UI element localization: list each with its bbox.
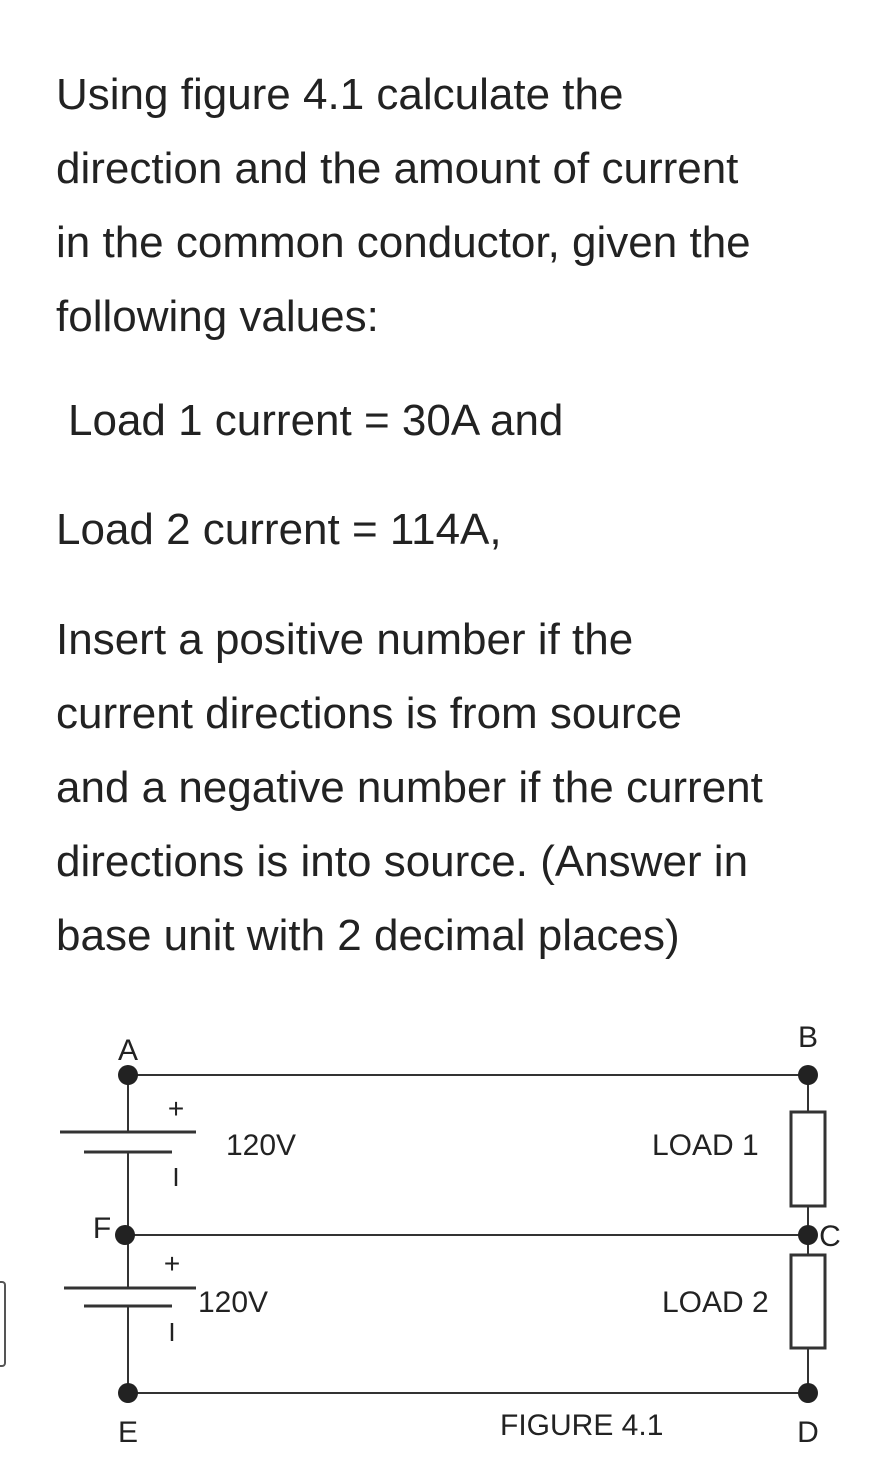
node-label-a: A [117,1034,139,1067]
answer-instruction: Insert a positive number if the current directions is from source and a negative number if the current directions is into source. (Answer in base unit with 2 decimal places) [56,615,763,960]
source-2-plus-label: + [163,1248,181,1279]
node-a-dot [118,1065,138,1085]
node-d-dot [798,1383,818,1403]
load-1-resistor [791,1112,825,1206]
node-f-dot [115,1225,135,1245]
circuit-figure [0,1000,890,1467]
circuit-diagram [0,1000,890,1467]
source-1-plus-label: + [167,1093,185,1124]
source-1-minus-label: I [172,1162,180,1192]
source-2-voltage-label: 120V [198,1286,269,1319]
source-1-voltage-label: 120V [226,1129,297,1162]
node-label-b: B [797,1021,819,1054]
battery-source-2 [64,1288,196,1306]
battery-source-1 [60,1132,196,1152]
load1-current-line: Load 1 current = 30A and [68,396,564,445]
load-1-label: LOAD 1 [652,1129,759,1162]
source-2-minus-label: I [168,1317,176,1347]
node-e-dot [118,1383,138,1403]
node-c-dot [798,1225,818,1245]
node-label-d: D [797,1416,819,1449]
figure-caption: FIGURE 4.1 [500,1409,664,1442]
circuit-wires [125,1075,808,1393]
node-b-dot [798,1065,818,1085]
load2-current-line: Load 2 current = 114A, [56,505,502,554]
node-label-f: F [92,1212,112,1245]
node-label-e: E [117,1416,139,1449]
load-2-label: LOAD 2 [662,1286,769,1319]
question-intro: Using figure 4.1 calculate the direction and the amount of current in the common conductor, given the following values: [56,70,751,341]
node-label-c: C [819,1220,841,1253]
load-2-resistor [791,1255,825,1348]
